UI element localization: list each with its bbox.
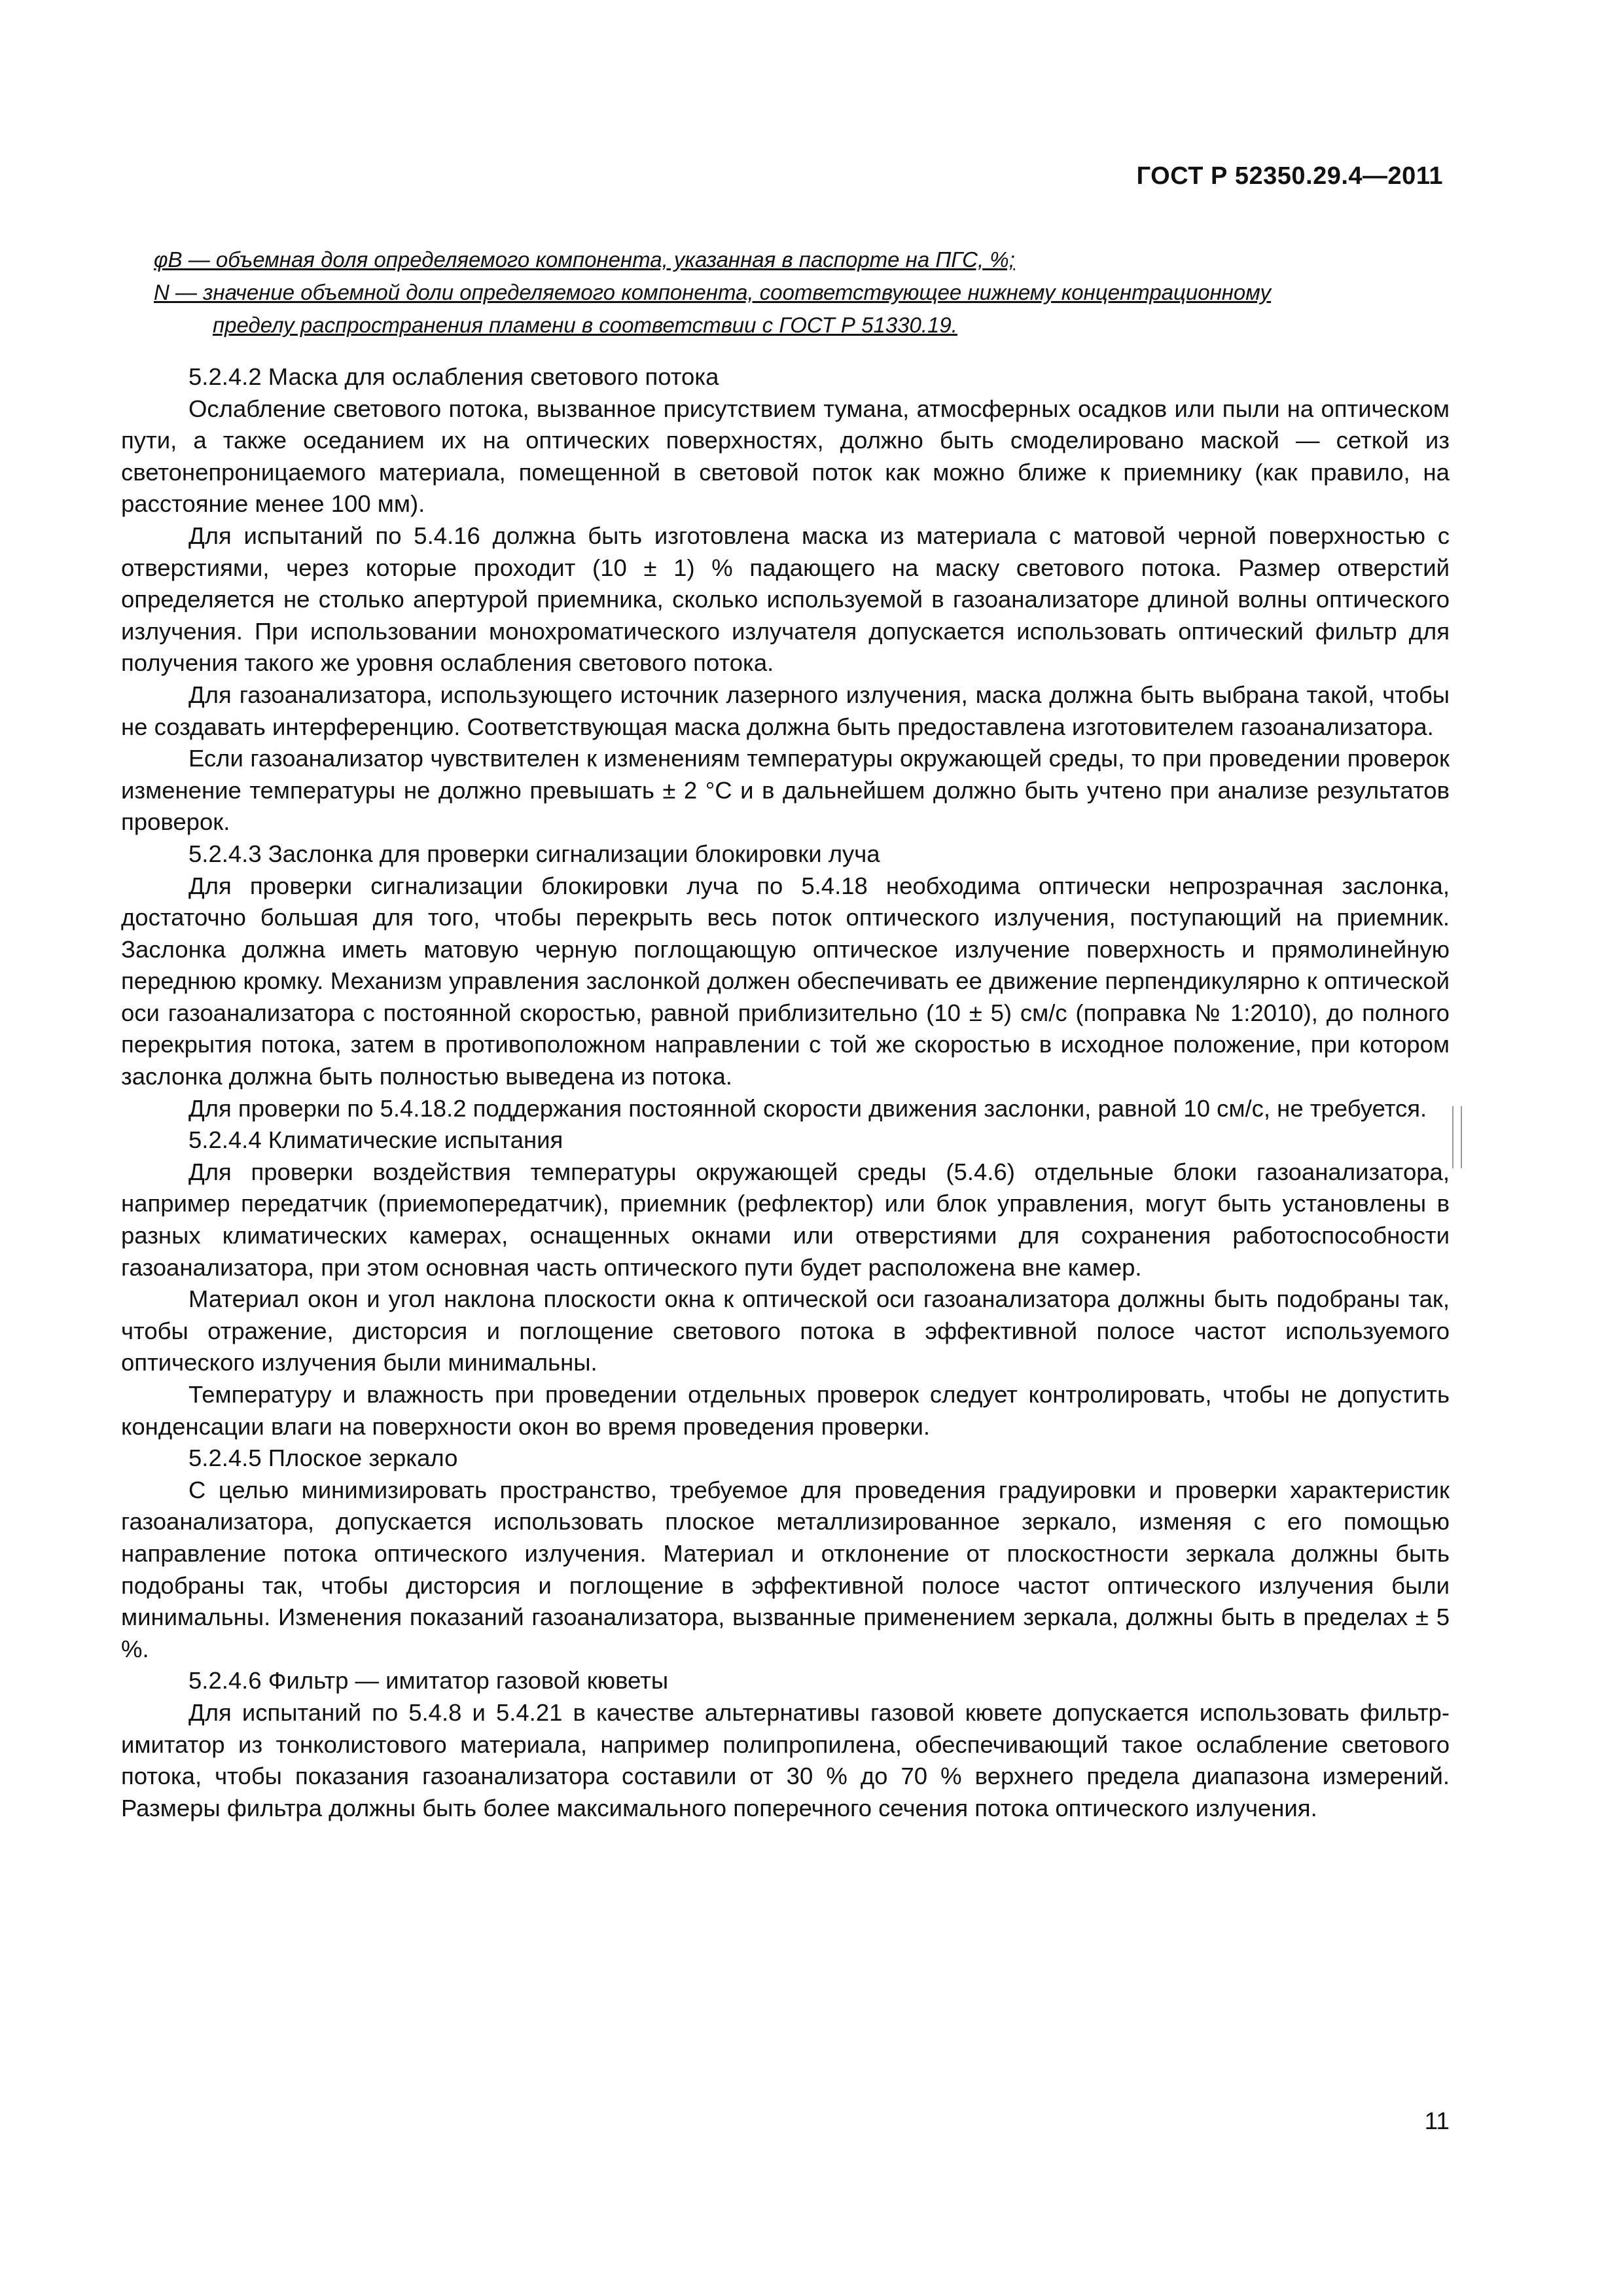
amendment-change-bar (1452, 1106, 1462, 1168)
section-heading-5-2-4-5: 5.2.4.5 Плоское зеркало (188, 1444, 458, 1472)
section-heading-5-2-4-2: 5.2.4.2 Маска для ослабления светового потока (188, 363, 719, 390)
legend-item-n: N — значение объемной доли определяемого компонента, соответствующее нижнему концентрационному (154, 280, 1272, 304)
section-heading-5-2-4-6: 5.2.4.6 Фильтр — имитатор газовой кюветы (188, 1667, 669, 1695)
legend-item-n-continuation: пределу распространения пламени в соответствии с ГОСТ Р 51330.19. (213, 313, 957, 337)
page-number: 11 (1424, 2108, 1450, 2134)
paragraph: Материал окон и угол наклона плоскости окна к оптической оси газоанализатора должны быть подобраны так, чтобы отражение, дисторсия и поглощение светового потока в эффективной полосе частот используемого оптического излучения были минимальны. (121, 1285, 1450, 1376)
paragraph: Температуру и влажность при проведении отдельных проверок следует контролировать, чтобы не допустить конденсации влаги на поверхности окон во время проведения проверки. (121, 1381, 1450, 1440)
paragraph: Для проверки воздействия температуры окружающей среды (5.4.6) отдельные блоки газоанализатора, например передатчик (приемопередатчик), приемник (рефлектор) или блок управления, могут быть установлены в разных климатических камерах, оснащенных окнами или отверстиями для сохранения работоспособности газоанализатора, при этом основная часть оптического пути будет расположена вне камер. (121, 1158, 1450, 1281)
paragraph: Ослабление светового потока, вызванное присутствием тумана, атмосферных осадков или пыли на оптическом пути, а также оседанием их на оптических поверхностях, должно быть смоделировано маской — сеткой из светонепроницаемого материала, помещенной в световой поток как можно ближе к приемнику (как правило, на расстояние менее 100 мм). (121, 395, 1450, 518)
legend-item-phi-b: φB — объемная доля определяемого компонента, указанная в паспорте на ПГС, %; (154, 247, 1015, 272)
paragraph: Для проверки сигнализации блокировки луча по 5.4.18 необходима оптически непрозрачная заслонка, достаточно большая для того, чтобы перекрыть весь поток оптического излучения, поступающий на приемник. Заслонка должна иметь матовую черную поглощающую оптическое излучение поверхность и прямолинейную переднюю кромку. Механизм управления заслонкой должен обеспечивать ее движение перпендикулярно к оптической оси газоанализатора с постоянной скоростью, равной приблизительно (10 ± 5) см/с (поправка № 1:2010), до полного перекрытия потока, затем в противоположном направлении с той же скоростью в исходное положение, при котором заслонка должна быть полностью выведена из потока. (121, 872, 1450, 1090)
section-heading-5-2-4-4: 5.2.4.4 Климатические испытания (188, 1126, 563, 1154)
paragraph: С целью минимизировать пространство, требуемое для проведения градуировки и проверки характеристик газоанализатора, допускается использовать плоское металлизированное зеркало, изменяя с его помощью направление потока оптического излучения. Материал и отклонение от плоскостности зеркала должны быть подобраны так, чтобы дисторсия и поглощение в эффективной полосе частот оптического излучения были минимальны. Изменения показаний газоанализатора, вызванные применением зеркала, должны быть в пределах ± 5 %. (121, 1476, 1450, 1662)
formula-legend (121, 243, 1450, 342)
paragraph: Для испытаний по 5.4.8 и 5.4.21 в качестве альтернативы газовой кювете допускается использовать фильтр-имитатор из тонколистового материала, например полипропилена, обеспечивающий такое ослабление светового потока, чтобы показания газоанализатора составили от 30 % до 70 % верхнего предела диапазона измерений. Размеры фильтра должны быть более максимального поперечного сечения потока оптического излучения. (121, 1698, 1450, 1821)
paragraph: Для проверки по 5.4.18.2 поддержания постоянной скорости движения заслонки, равной 10 см/с, не требуется. (188, 1094, 1427, 1122)
section-heading-5-2-4-3: 5.2.4.3 Заслонка для проверки сигнализации блокировки луча (188, 840, 880, 867)
document-body (121, 361, 1450, 1824)
paragraph: Для газоанализатора, использующего источник лазерного излучения, маска должна быть выбрана такой, чтобы не создавать интерференцию. Соответствующая маска должна быть предоставлена изготовителем газоанализатора. (121, 681, 1450, 740)
paragraph: Если газоанализатор чувствителен к изменениям температуры окружающей среды, то при проведении проверок изменение температуры не должно превышать ± 2 °С и в дальнейшем должно быть учтено при анализе результатов проверок. (121, 745, 1450, 836)
document-header: ГОСТ Р 52350.29.4—2011 (1136, 162, 1443, 190)
paragraph: Для испытаний по 5.4.16 должна быть изготовлена маска из материала с матовой черной поверхностью с отверстиями, через которые проходит (10 ± 1) % падающего на маску светового потока. Размер отверстий определяется не столько апертурой приемника, сколько используемой в газоанализаторе длиной волны оптического излучения. При использовании монохроматического излучателя допускается использовать оптический фильтр для получения такого же уровня ослабления светового потока. (121, 522, 1450, 677)
